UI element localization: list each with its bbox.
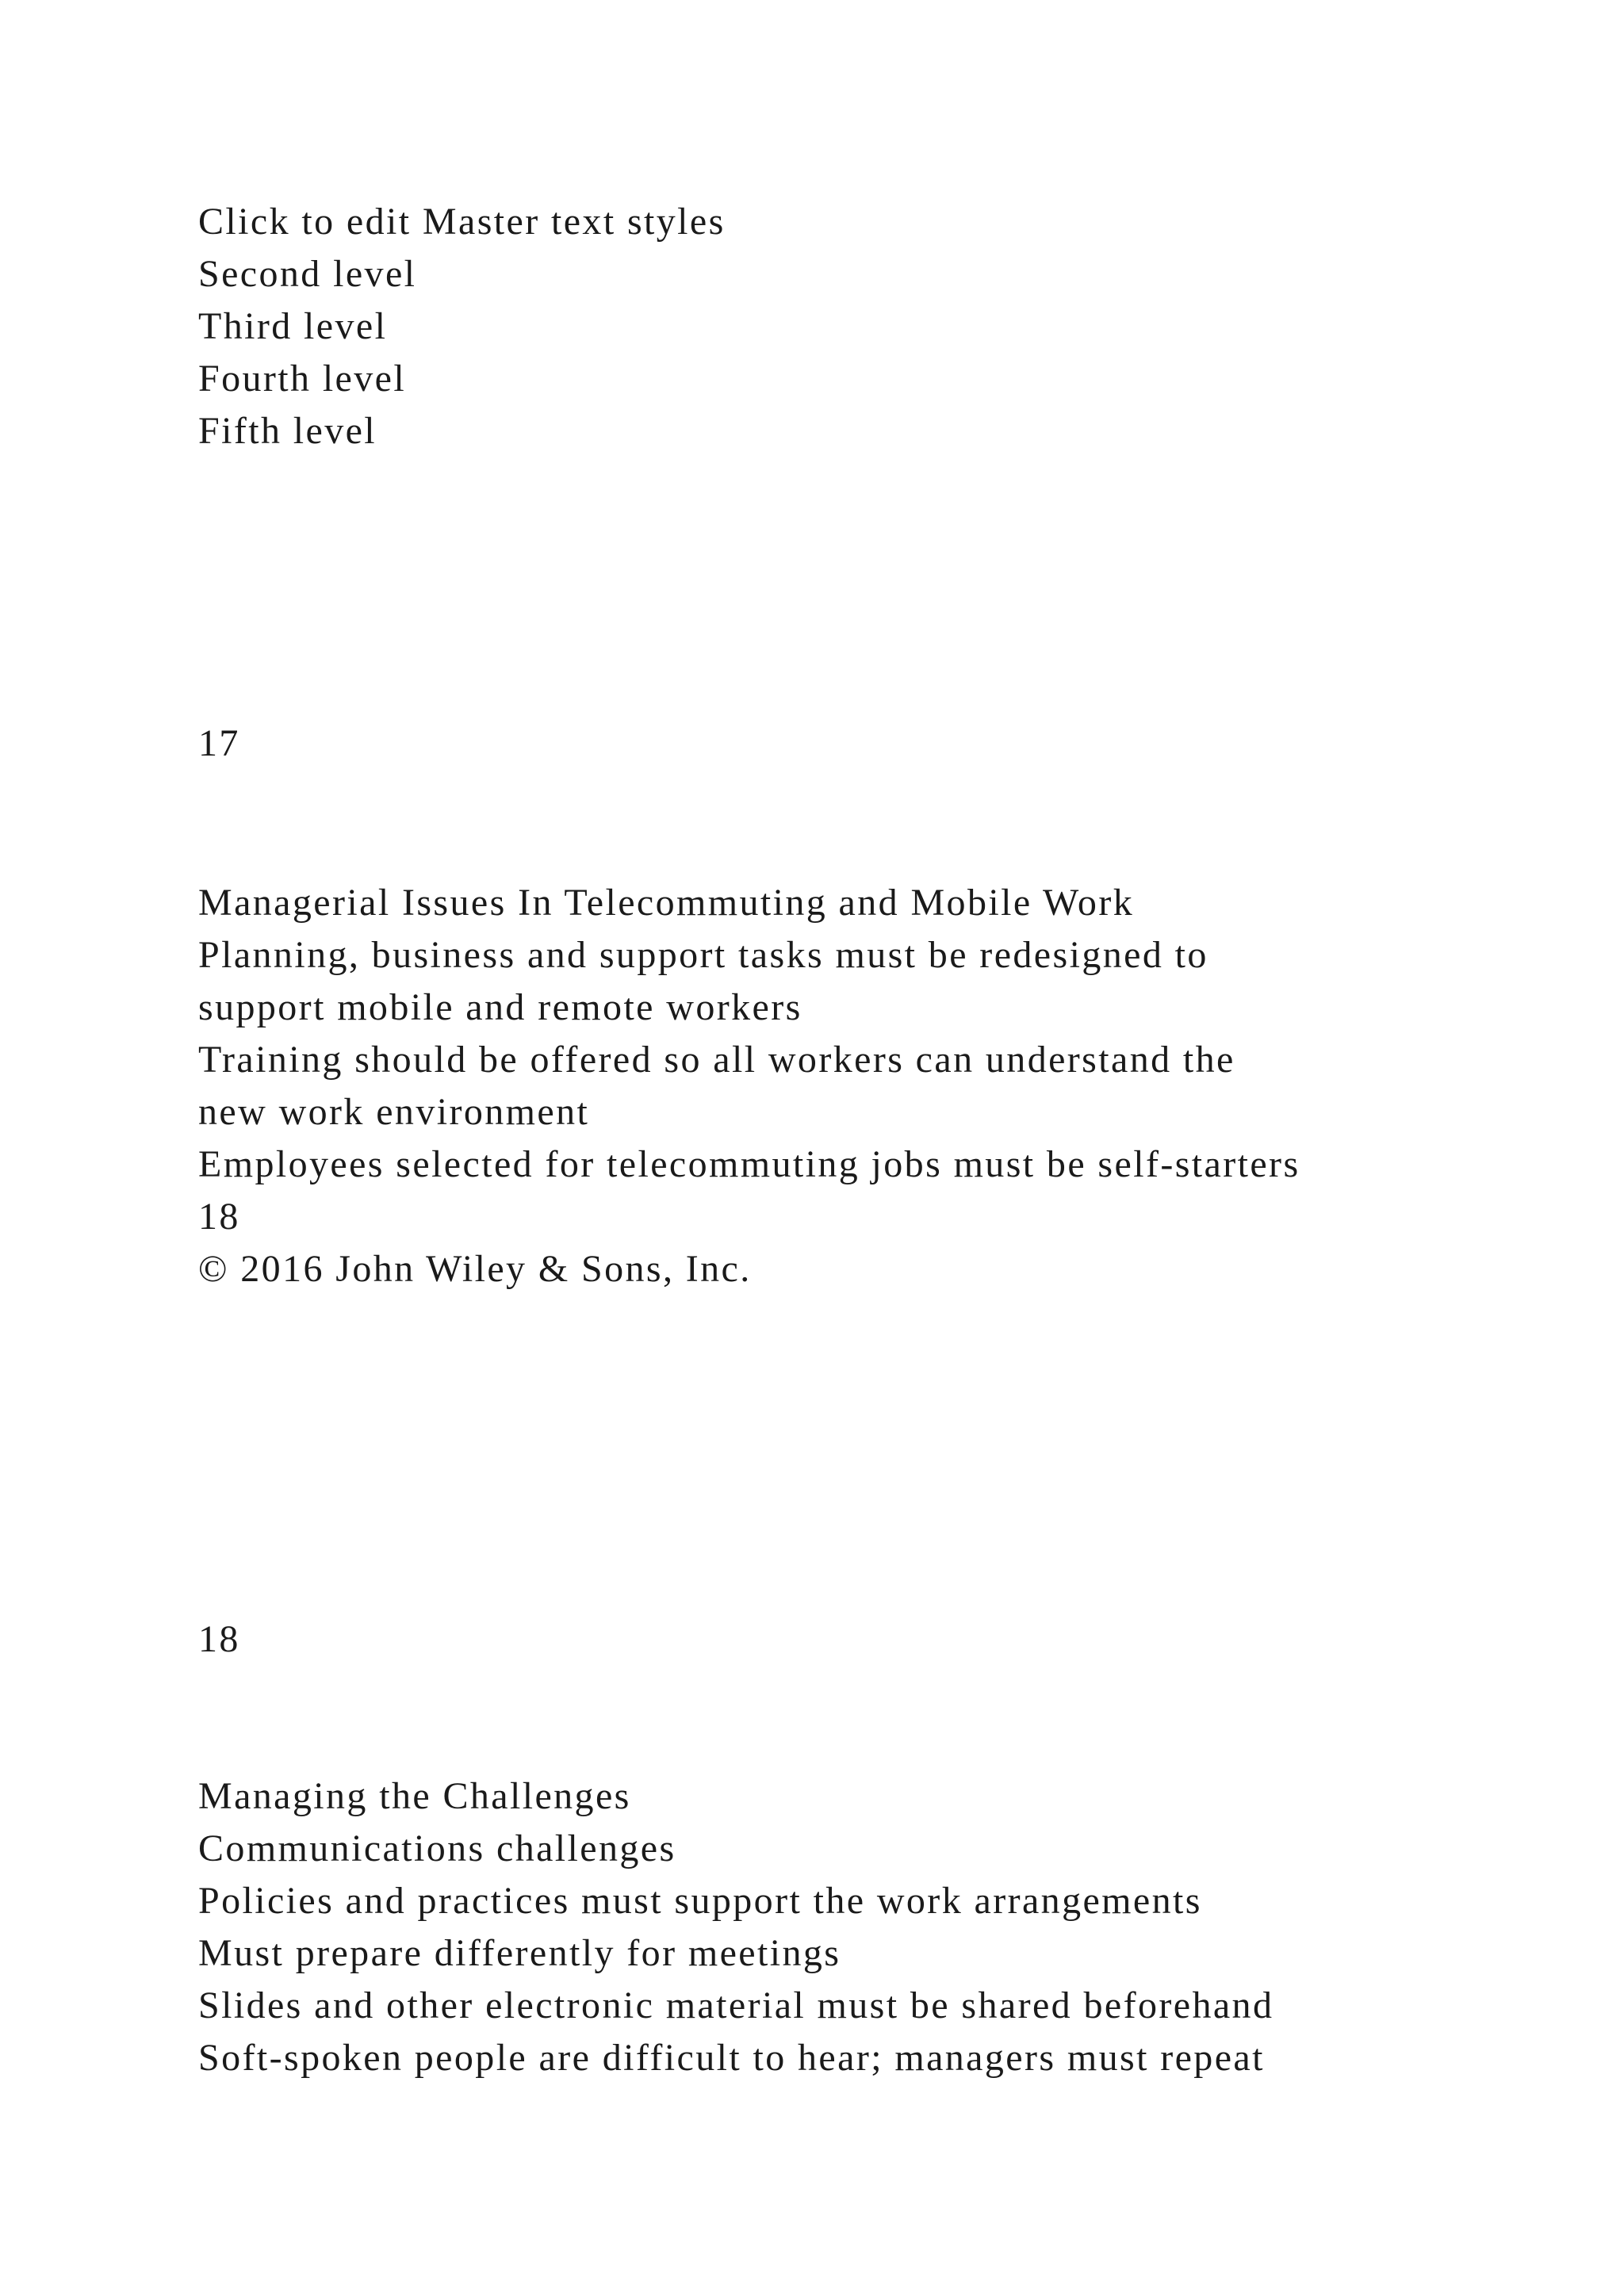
body-line: Employees selected for telecommuting jobs must be self-starters: [198, 1143, 1300, 1185]
section-title: Managerial Issues In Telecommuting and Mobile Work: [198, 882, 1135, 924]
body-line: Training should be offered so all workers can understand the: [198, 1039, 1235, 1081]
body-line: Soft-spoken people are difficult to hear; managers must repeat: [198, 2037, 1265, 2079]
page-number: 18: [198, 1618, 240, 1660]
body-line: Slides and other electronic material must be shared beforehand: [198, 1984, 1274, 2026]
master-text-line: Second level: [198, 253, 417, 295]
copyright-notice: © 2016 John Wiley & Sons, Inc.: [198, 1248, 752, 1290]
master-text-line: Third level: [198, 305, 388, 347]
body-line: Communications challenges: [198, 1827, 676, 1869]
master-text-line: Fourth level: [198, 358, 407, 400]
master-text-line: Fifth level: [198, 410, 377, 452]
body-line: Must prepare differently for meetings: [198, 1932, 841, 1974]
section-title: Managing the Challenges: [198, 1775, 631, 1817]
body-line: Policies and practices must support the work arrangements: [198, 1880, 1202, 1922]
body-line: support mobile and remote workers: [198, 986, 802, 1028]
body-line: new work environment: [198, 1091, 590, 1133]
page-number: 17: [198, 722, 240, 764]
slide-number: 18: [198, 1196, 240, 1238]
master-text-line: Click to edit Master text styles: [198, 201, 726, 243]
body-line: Planning, business and support tasks must be redesigned to: [198, 934, 1208, 976]
